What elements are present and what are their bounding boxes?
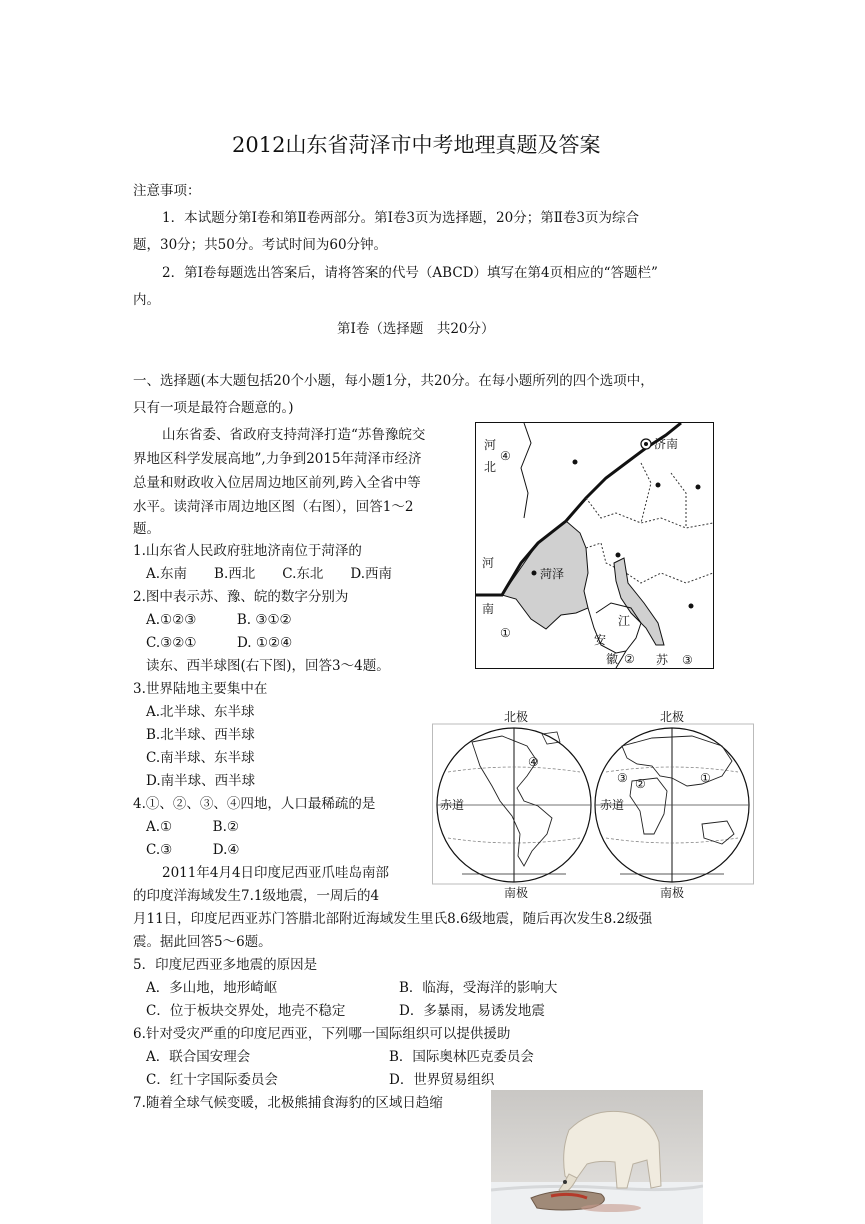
passage1-line: 界地区科学发展高地”,力争到2015年菏泽市经济: [133, 451, 422, 467]
city-boundary: [586, 498, 713, 528]
label-henan-2: 南: [482, 602, 495, 616]
label-henan-1: 河: [482, 556, 495, 570]
passage1-line: 山东省委、省政府支持菏泽打造“苏鲁豫皖交: [162, 427, 426, 443]
city-dot: [573, 460, 578, 465]
q6-option-d: D．世界贸易组织: [389, 1072, 495, 1088]
q5-option-a: A．多山地，地形崎岖: [146, 980, 278, 996]
label-circle-2: ②: [624, 652, 635, 666]
label-circle-1: ①: [500, 626, 511, 640]
polar-bear-photo-drawing: [491, 1090, 703, 1224]
label-jinan: 济南: [654, 437, 679, 451]
hebei-boundary: [521, 423, 531, 518]
city-boundary: [671, 473, 686, 528]
label-north-pole-east: 北极: [660, 710, 685, 724]
label-equator-east: 赤道: [600, 798, 625, 812]
volume-heading: 第Ⅰ卷（选择题 共20分）: [337, 321, 495, 337]
city-dot: [696, 485, 701, 490]
q3-option-d: D.南半球、西半球: [146, 773, 256, 789]
label-su: 苏: [656, 653, 669, 667]
label-circle-4-map2: ④: [528, 755, 539, 769]
hemispheres-drawing: [432, 706, 754, 898]
passage1-line: 水平。读菏泽市周边地区图（右图），回答1～2: [133, 499, 414, 515]
q6-option-c: C．红十字国际委员会: [146, 1072, 278, 1088]
q3-stem: 3.世界陆地主要集中在: [133, 681, 268, 697]
city-dot: [656, 483, 661, 488]
label-circle-2-map2: ②: [635, 777, 646, 791]
label-hebei-2: 北: [484, 460, 497, 474]
label-hebei-1: 河: [484, 438, 497, 452]
label-circle-4: ④: [500, 449, 511, 463]
label-an: 安: [594, 633, 607, 647]
label-hui: 徽: [606, 652, 619, 666]
label-circle-3: ③: [682, 653, 693, 667]
q6-option-b: B．国际奥林匹克委员会: [389, 1049, 534, 1065]
notice-item-2-line2: 内。: [133, 292, 160, 308]
city-boundary: [586, 543, 713, 583]
q4-options-row1: A.① B.②: [146, 819, 239, 835]
q2-options-row2: C.③②① D. ①②④: [146, 635, 293, 651]
city-dot: [616, 553, 621, 558]
passage2-line: 的印度洋海域发生7.1级地震，一周后的4: [133, 888, 380, 904]
heze-dot: [532, 571, 537, 576]
hemispheres-map: [432, 706, 754, 898]
notice-item-1-line2: 题，30分；共50分。考试时间为60分钟。: [133, 237, 388, 253]
heze-region-map: [475, 422, 714, 669]
q4-options-row2: C.③ D.④: [146, 842, 240, 858]
q7-stem: 7.随着全球气候变暖，北极熊捕食海豹的区域日趋缩: [133, 1095, 443, 1111]
page-title: 2012山东省菏泽市中考地理真题及答案: [232, 133, 601, 157]
polar-bear-photo: [491, 1090, 703, 1224]
q1-stem: 1.山东省人民政府驻地济南位于菏泽的: [133, 543, 362, 559]
part1-instruction-line1: 一、选择题(本大题包括20个小题，每小题1分，共20分。在每小题所列的四个选项中，: [133, 373, 654, 389]
q3-option-a: A.北半球、东半球: [146, 704, 255, 720]
label-circle-3-map2: ③: [617, 771, 628, 785]
heze-map-drawing: [476, 423, 713, 668]
label-jiang: 江: [618, 614, 631, 628]
q6-stem: 6.针对受灾严重的印度尼西亚，下列哪一国际组织可以提供援助: [133, 1026, 511, 1042]
q5-option-d: D．多暴雨，易诱发地震: [399, 1003, 545, 1019]
q6-option-a: A．联合国安理会: [146, 1049, 251, 1065]
label-south-pole-east: 南极: [660, 886, 685, 898]
city-boundary: [641, 463, 651, 523]
label-south-pole-west: 南极: [504, 886, 529, 898]
jinan-capital-dot: [644, 442, 648, 446]
part1-instruction-line2: 只有一项是最符合题意的。): [133, 400, 294, 416]
label-equator-west: 赤道: [440, 798, 465, 812]
label-circle-1-map2: ①: [700, 771, 711, 785]
label-heze: 菏泽: [540, 567, 565, 581]
q2-options-row1: A.①②③ B. ③①②: [146, 612, 292, 628]
q5-option-b: B．临海，受海洋的影响大: [399, 980, 558, 996]
passage1-line: 总量和财政收入位居周边地区前列,跨入全省中等: [133, 475, 421, 491]
label-north-pole-west: 北极: [504, 710, 529, 724]
passage2-line: 月11日，印度尼西亚苏门答腊北部附近海域发生里氏8.6级地震，随后再次发生8.2级强: [133, 911, 653, 927]
passage1-line: 题。: [133, 521, 160, 537]
q1-options: A.东南 B.西北 C.东北 D.西南: [146, 566, 393, 582]
notice-heading: 注意事项：: [133, 183, 201, 199]
q2-stem: 2.图中表示苏、豫、皖的数字分别为: [133, 589, 349, 605]
q5-option-c: C．位于板块交界处，地壳不稳定: [146, 1003, 346, 1019]
city-dot: [689, 604, 694, 609]
q5-stem: 5．印度尼西亚多地震的原因是: [133, 957, 318, 973]
notice-item-1-line1: 1．本试题分第Ⅰ卷和第Ⅱ卷两部分。第Ⅰ卷3页为选择题，20分；第Ⅱ卷3页为综合: [162, 210, 639, 226]
passage2-line: 震。据此回答5～6题。: [133, 934, 272, 950]
read-instruction-2: 读东、西半球图(右下图)，回答3～4题。: [146, 658, 390, 674]
lake-shape: [614, 558, 664, 645]
notice-item-2-line1: 2．第Ⅰ卷每题选出答案后，请将答案的代号（ABCD）填写在第4页相应的“答题栏”: [162, 265, 658, 281]
passage2-line: 2011年4月4日印度尼西亚爪哇岛南部: [162, 865, 390, 881]
q3-option-c: C.南半球、东半球: [146, 750, 255, 766]
q3-option-b: B.北半球、西半球: [146, 727, 255, 743]
q4-stem: 4.①、②、③、④四地，人口最稀疏的是: [133, 796, 376, 812]
